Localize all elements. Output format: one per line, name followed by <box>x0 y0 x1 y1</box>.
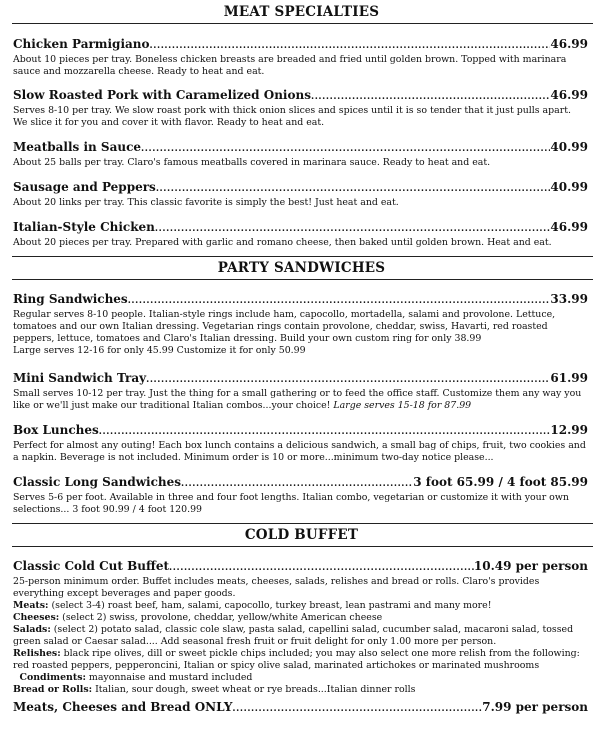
item-description: About 20 links per tray. This classic favorite is simply the best! Just heat and eat. <box>13 197 399 208</box>
buffet-cheeses-line <box>13 612 588 624</box>
line-text: (select 2) potato salad, classic cole slaw, pasta salad, capellini salad, cucumber salad, macaroni salad, tossed green salad or Caesar salad.... Add seasonal fresh fruit or fruit delight for only 1.00 more per person. <box>13 624 574 647</box>
line-label: Cheeses: <box>13 612 60 623</box>
item-description <box>13 388 588 412</box>
item-price: 46.99 <box>550 37 588 51</box>
menu-item-italian-style-chicken <box>13 220 588 249</box>
menu-item-box-lunches <box>13 423 588 464</box>
item-name: Classic Long Sandwiches <box>13 475 182 489</box>
dot-leader <box>156 182 551 196</box>
item-price: 33.99 <box>550 292 588 306</box>
menu-item-meatballs-in-sauce <box>13 140 588 169</box>
menu-item-mini-sandwich-tray <box>13 371 588 412</box>
item-name: Chicken Parmigiano <box>13 37 150 51</box>
item-name: Box Lunches <box>13 423 99 437</box>
section-divider <box>12 546 593 547</box>
item-description: About 10 pieces per tray. Boneless chicken breasts are breaded and fried until golden brown. Topped with marinara sauce and mozzarella cheese. Ready to heat and eat. <box>13 54 567 77</box>
line-text: Italian, sour dough, sweet wheat or rye breads...Italian dinner rolls <box>92 684 416 695</box>
section-divider <box>12 23 593 24</box>
item-name: Mini Sandwich Tray <box>13 371 147 385</box>
menu-item-meats-cheeses-bread-only <box>13 700 588 716</box>
item-description: Regular serves 8-10 people. Italian-style rings include ham, capocollo, mortadella, salami and provolone. Lettuce, tomatoes and our own Italian dressing. Vegetarian rings contain provolone, cheddar, swiss, Havarti, red roasted peppers, lettuce, tomatoes and Claro's Italian dressing. Build your own custom ring for only 38.99 <box>13 309 556 344</box>
item-price: 3 foot 65.99 / 4 foot 85.99 <box>413 475 588 489</box>
section-title-meat-specialties: MEAT SPECIALTIES <box>223 4 380 20</box>
dot-leader <box>155 222 551 236</box>
section-title-cold-buffet: COLD BUFFET <box>244 527 359 543</box>
section-divider <box>12 279 593 280</box>
item-name: Meatballs in Sauce <box>13 140 142 154</box>
line-label: Bread or Rolls: <box>13 684 93 695</box>
dot-leader <box>99 425 551 439</box>
item-name: Sausage and Peppers <box>13 180 156 194</box>
item-name: Slow Roasted Pork with Caramelized Onions <box>13 88 311 102</box>
item-name: Ring Sandwiches <box>13 292 128 306</box>
item-description-text: Small serves 10-12 per tray. Just the thing for a small gathering or to feed the office staff. Customize them any way you like or we'll just make our traditional Italian combos...your choice! <box>13 388 582 411</box>
buffet-meats-line <box>13 600 588 612</box>
item-description: About 25 balls per tray. Claro's famous meatballs covered in marinara sauce. Ready to heat and eat. <box>13 157 491 168</box>
item-name: Classic Cold Cut Buffet <box>13 559 170 573</box>
dot-leader <box>146 373 550 387</box>
menu-item-sausage-and-peppers <box>13 180 588 209</box>
item-description: Serves 5-6 per foot. Available in three and four foot lengths. Italian combo, vegetarian or customize it with your own selections... 3 foot 90.99 / 4 foot 120.99 <box>13 492 569 515</box>
menu-item-ring-sandwiches <box>13 292 588 357</box>
dot-leader <box>150 39 551 53</box>
line-label: Condiments: <box>13 672 86 683</box>
line-text: black ripe olives, dill or sweet pickle chips included; you may also select one more relish from the following: red roasted peppers, pepperoncini, Italian or spicy olive salad, marinated artichokes or marinated mushrooms <box>13 648 580 671</box>
line-text: (select 2) swiss, provolone, cheddar, yellow/white American cheese <box>59 612 383 623</box>
dot-leader <box>181 477 413 491</box>
section-divider <box>12 256 593 257</box>
menu-item-classic-long-sandwiches <box>13 475 588 516</box>
buffet-bread-line <box>13 684 588 696</box>
buffet-relishes-line <box>13 648 588 672</box>
section-divider <box>12 523 593 524</box>
item-price: 46.99 <box>550 88 588 102</box>
item-description: About 20 pieces per tray. Prepared with garlic and romano cheese, then baked until golden brown. Heat and eat. <box>13 237 552 248</box>
buffet-salads-line <box>13 624 588 648</box>
item-price: 40.99 <box>550 180 588 194</box>
buffet-condiments-line <box>13 672 588 684</box>
menu-item-chicken-parmigiano <box>13 37 588 78</box>
line-label: Meats: <box>13 600 49 611</box>
item-description-large: Large serves 12-16 for only 45.99 Customize it for only 50.99 <box>13 345 306 356</box>
dot-leader <box>128 294 551 308</box>
dot-leader <box>311 90 550 104</box>
item-price: 46.99 <box>550 220 588 234</box>
item-description-italic: Large serves 15-18 for 87.99 <box>333 400 472 411</box>
item-price: 10.49 per person <box>473 559 588 573</box>
item-description: 25-person minimum order. Buffet includes meats, cheeses, salads, relishes and bread or rolls. Claro's provides everything except beverages and paper goods. <box>13 576 540 599</box>
dot-leader <box>141 142 550 156</box>
item-price: 61.99 <box>550 371 588 385</box>
line-label: Salads: <box>13 624 51 635</box>
line-label: Relishes: <box>13 648 61 659</box>
item-description: Perfect for almost any outing! Each box lunch contains a delicious sandwich, a small bag of chips, fruit, two cookies and a napkin. Beverage is not included. Minimum order is 10 or more...minimum two-day notice please... <box>13 440 586 463</box>
item-name: Meats, Cheeses and Bread ONLY <box>13 700 233 714</box>
item-price: 7.99 per person <box>482 700 588 714</box>
item-price: 12.99 <box>550 423 588 437</box>
menu-item-slow-roasted-pork <box>13 88 588 129</box>
menu-item-classic-cold-cut-buffet <box>13 559 588 696</box>
section-title-party-sandwiches: PARTY SANDWICHES <box>217 260 386 276</box>
item-description: Serves 8-10 per tray. We slow roast pork with thick onion slices and spices until it is so tender that it just pulls apart. We slice it for you and cover it with flavor. Ready to heat and eat. <box>13 105 571 128</box>
dot-leader <box>169 561 474 575</box>
item-price: 40.99 <box>550 140 588 154</box>
item-name: Italian-Style Chicken <box>13 220 155 234</box>
line-text: mayonnaise and mustard included <box>85 672 253 683</box>
dot-leader <box>232 702 482 716</box>
line-text: (select 3-4) roast beef, ham, salami, capocollo, turkey breast, lean pastrami and many more! <box>48 600 492 611</box>
